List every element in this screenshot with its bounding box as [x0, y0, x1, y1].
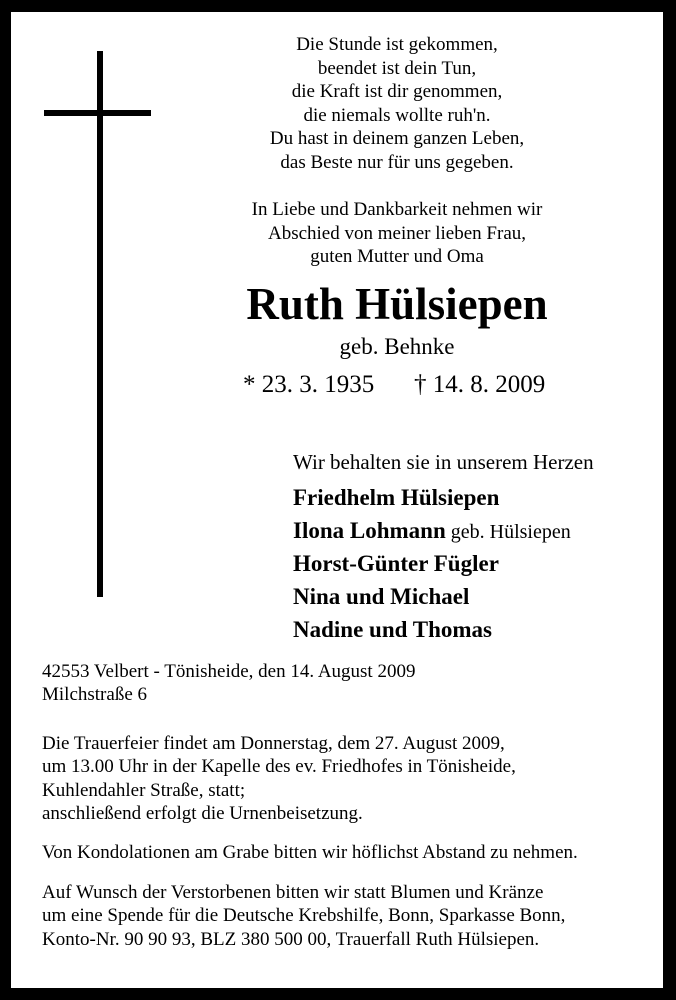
- family-member: Nina und Michael: [293, 584, 470, 609]
- farewell-line: guten Mutter und Oma: [310, 246, 484, 267]
- family-member: Horst-Günter Fügler: [293, 551, 499, 576]
- donation-line: Konto-Nr. 90 90 93, BLZ 380 500 00, Trauerfall Ruth Hülsiepen.: [42, 928, 540, 950]
- address-line: Milchstraße 6: [42, 684, 148, 706]
- family-member: Nadine und Thomas: [293, 617, 492, 642]
- donation-info: [42, 881, 630, 951]
- poem-line: die niemals wollte ruh'n.: [303, 104, 491, 126]
- ceremony-line: anschließend erfolgt die Urnenbeisetzung.: [42, 802, 363, 824]
- donation-line: um eine Spende für die Deutsche Krebshilfe, Bonn, Sparkasse Bonn,: [42, 905, 566, 927]
- poem: [130, 33, 664, 174]
- poem-line: Die Stunde ist gekommen,: [296, 34, 498, 55]
- deceased-name: Ruth Hülsiepen: [246, 279, 548, 329]
- birth-date: * 23. 3. 1935: [243, 371, 375, 398]
- condolences-note: Von Kondolationen am Grabe bitten wir höflichst Abstand zu nehmen.: [42, 842, 578, 863]
- poem-line: beendet ist dein Tun,: [317, 57, 477, 79]
- donation-line: Auf Wunsch der Verstorbenen bitten wir statt Blumen und Kränze: [42, 882, 544, 903]
- family-list: [293, 482, 571, 647]
- death-date: † 14. 8. 2009: [414, 371, 546, 398]
- family-intro: Wir behalten sie in unserem Herzen: [293, 450, 594, 474]
- cross-icon: [97, 51, 103, 597]
- farewell-line: In Liebe und Dankbarkeit nehmen wir: [251, 199, 543, 220]
- ceremony-info: [42, 732, 630, 825]
- farewell-text: [130, 198, 664, 269]
- poem-line: das Beste nur für uns gegeben.: [280, 151, 514, 173]
- family-member: Ilona Lohmann geb. Hülsiepen: [293, 518, 571, 543]
- birth-name: geb. Behnke: [339, 334, 455, 359]
- farewell-line: Abschied von meiner lieben Frau,: [267, 222, 526, 244]
- address-line: 42553 Velbert - Tönisheide, den 14. August 2009: [42, 661, 416, 682]
- family-member: Friedhelm Hülsiepen: [293, 485, 500, 510]
- ceremony-line: Die Trauerfeier findet am Donnerstag, dem 27. August 2009,: [42, 733, 505, 754]
- address: [42, 660, 630, 707]
- ceremony-line: Kuhlendahler Straße, statt;: [42, 779, 246, 801]
- ceremony-line: um 13.00 Uhr in der Kapelle des ev. Friedhofes in Tönisheide,: [42, 756, 516, 778]
- poem-line: Du hast in deinem ganzen Leben,: [269, 128, 525, 149]
- poem-line: die Kraft ist dir genommen,: [291, 81, 503, 102]
